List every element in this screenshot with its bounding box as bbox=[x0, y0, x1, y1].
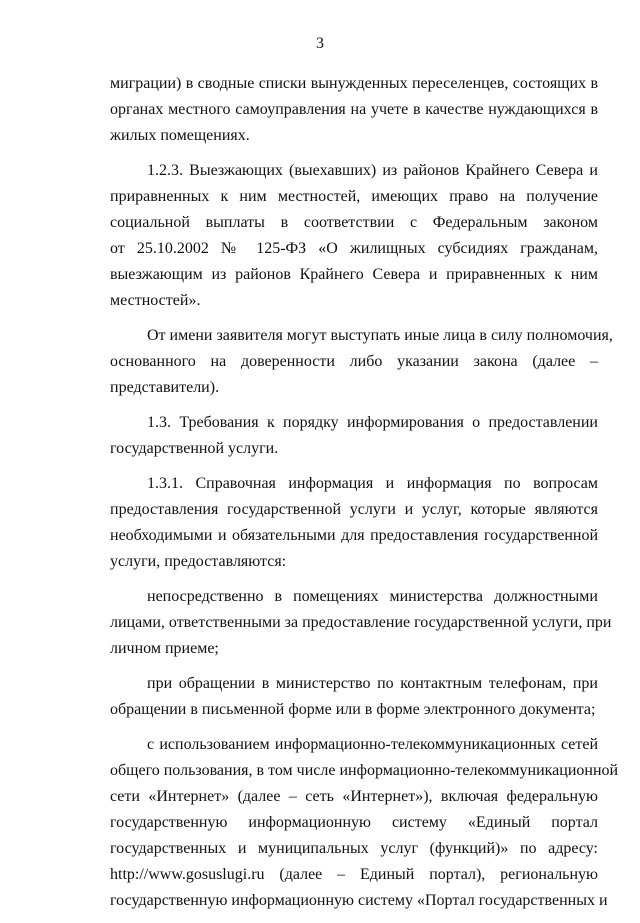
text-line: непосредственно в помещениях министерства должностными bbox=[147, 588, 598, 605]
text-line: государственных и муниципальных услуг (функций)» по адресу: bbox=[110, 840, 598, 857]
paragraph bbox=[110, 410, 598, 462]
text-line: сети «Интернет» (далее – сеть «Интернет»), включая федеральную bbox=[110, 788, 598, 805]
text-line: социальной выплаты в соответствии с Федеральным законом bbox=[110, 214, 598, 231]
text-line: основанного на доверенности либо указании закона (далее – bbox=[110, 353, 598, 370]
text-line: От имени заявителя могут выступать иные лица в силу полномочия, bbox=[147, 327, 613, 344]
text-line: органах местного самоуправления на учете в качестве нуждающихся в bbox=[110, 101, 598, 118]
paragraph bbox=[110, 471, 598, 575]
text-line: лицами, ответственными за предоставление государственной услуги, при bbox=[110, 614, 612, 631]
text-line: выезжающим из районов Крайнего Севера и приравненных к ним bbox=[110, 266, 598, 283]
text-line: представители). bbox=[110, 379, 220, 396]
text-line: государственную информационную систему «Единый портал bbox=[110, 814, 598, 831]
text-line: при обращении в министерство по контактным телефонам, при bbox=[147, 675, 598, 692]
text-line: государственной услуги. bbox=[110, 440, 279, 457]
text-line: государственную информационную систему «Портал государственных и bbox=[110, 892, 608, 909]
text-line: с использованием информационно-телекоммуникационных сетей bbox=[147, 736, 598, 753]
paragraph bbox=[110, 584, 612, 662]
paragraph bbox=[110, 671, 598, 723]
text-line: личном приеме; bbox=[110, 640, 219, 657]
text-line: 1.3. Требования к порядку информирования о предоставлении bbox=[147, 414, 598, 431]
text-line: местностей». bbox=[110, 292, 201, 309]
text-line: необходимыми и обязательными для предоставления государственной bbox=[110, 527, 598, 544]
text-line: приравненных к ним местностей, имеющих право на получение bbox=[110, 188, 598, 205]
paragraph bbox=[110, 323, 613, 401]
text-line: 1.3.1. Справочная информация и информация по вопросам bbox=[147, 475, 598, 492]
paragraph bbox=[110, 158, 598, 314]
text-line: 1.2.3. Выезжающих (выехавших) из районов Крайнего Севера и bbox=[147, 162, 598, 179]
paragraph bbox=[110, 732, 619, 914]
text-line: обращении в письменной форме или в форме электронного документа; bbox=[110, 701, 596, 718]
text-line: общего пользования, в том числе информационно-телекоммуникационной bbox=[110, 762, 619, 779]
text-line: http://www.gosuslugi.ru (далее – Единый портал), региональную bbox=[110, 866, 598, 883]
paragraph bbox=[110, 71, 598, 149]
text-line: от 25.10.2002 № 125-ФЗ «О жилищных субсидиях гражданам, bbox=[110, 240, 598, 257]
text-line: миграции) в сводные списки вынужденных переселенцев, состоящих в bbox=[110, 75, 598, 92]
text-line: услуги, предоставляются: bbox=[110, 553, 287, 570]
page-number: 3 bbox=[316, 35, 324, 52]
text-line: жилых помещениях. bbox=[110, 127, 250, 144]
document-body bbox=[110, 71, 619, 923]
text-line: предоставления государственной услуги и услуг, которые являются bbox=[110, 501, 598, 518]
